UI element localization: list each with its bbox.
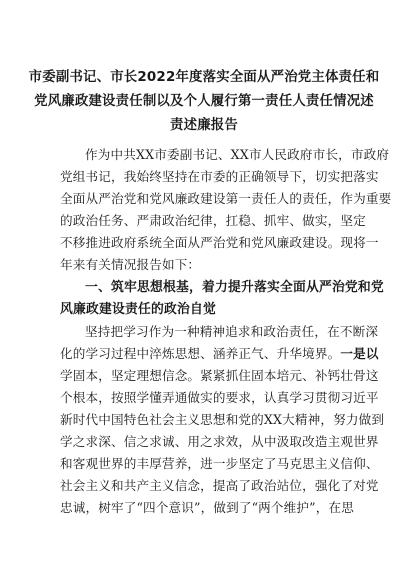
section-paragraph-line-4: 个根本，按照学懂弄通做实的要求，认真学习贯彻习近平 — [60, 390, 379, 405]
intro-paragraph-line-6: 年来有关情况报告如下： — [60, 257, 201, 272]
section-paragraph-line-3: 学固本，坚定理想信念。紧紧抓住固本培元、补钙壮骨这 — [60, 368, 379, 383]
section-paragraph-bold-fragment: 一是以 — [340, 346, 379, 361]
document-title-line-1: 市委副书记、市长2022年度落实全面从严治党主体责任和 — [28, 70, 380, 85]
section-paragraph-line-6: 学之求深、信之求诚、用之求效，从中汲取改造主观世界 — [60, 434, 379, 449]
intro-paragraph-line-4: 的政治任务、严肃政治纪律，扛稳、抓牢、做实，坚定 — [60, 213, 366, 228]
section-paragraph-line-8: 社会主义和共产主义信念，提高了政治站位，强化了对党 — [60, 478, 379, 493]
section-heading-line-1: 一、筑牢思想根基，着力提升落实全面从严治党和党 — [85, 280, 384, 295]
intro-paragraph-line-1: 作为中共XX市委副书记、XX市人民政府市长，市政府 — [85, 147, 390, 162]
section-heading-line-2: 风廉政建设责任的政治自觉 — [60, 302, 216, 317]
section-paragraph-line-2-text: 化的学习过程中淬炼思想、涵养正气、升华境界。 — [60, 346, 341, 361]
section-paragraph-line-7: 和客观世界的丰厚营养，进一步坚定了马克思主义信仰、 — [60, 456, 379, 471]
section-paragraph-line-1: 坚持把学习作为一种精神追求和政治责任，在不断深 — [85, 324, 379, 339]
intro-paragraph-line-3: 全面从严治党和党风廉政建设第一责任人的责任，作为重要 — [60, 191, 392, 206]
intro-paragraph-line-5: 不移推进政府系统全面从严治党和党风廉政建设。现将一 — [60, 235, 379, 250]
intro-paragraph-line-2: 党组书记，我始终坚持在市委的正确领导下，切实把落实 — [60, 169, 379, 184]
section-paragraph-line-9: 忠诚，树牢了“四个意识”，做到了“两个维护”，在思 — [60, 500, 354, 515]
document-title-line-2: 党风廉政建设责任制以及个人履行第一责任人责任情况述 — [34, 94, 374, 109]
section-paragraph-line-5: 新时代中国特色社会主义思想和党的XX大精神，努力做到 — [60, 412, 385, 427]
section-paragraph-line-2 — [60, 346, 379, 362]
document-title-line-3: 责述廉报告 — [170, 118, 238, 133]
